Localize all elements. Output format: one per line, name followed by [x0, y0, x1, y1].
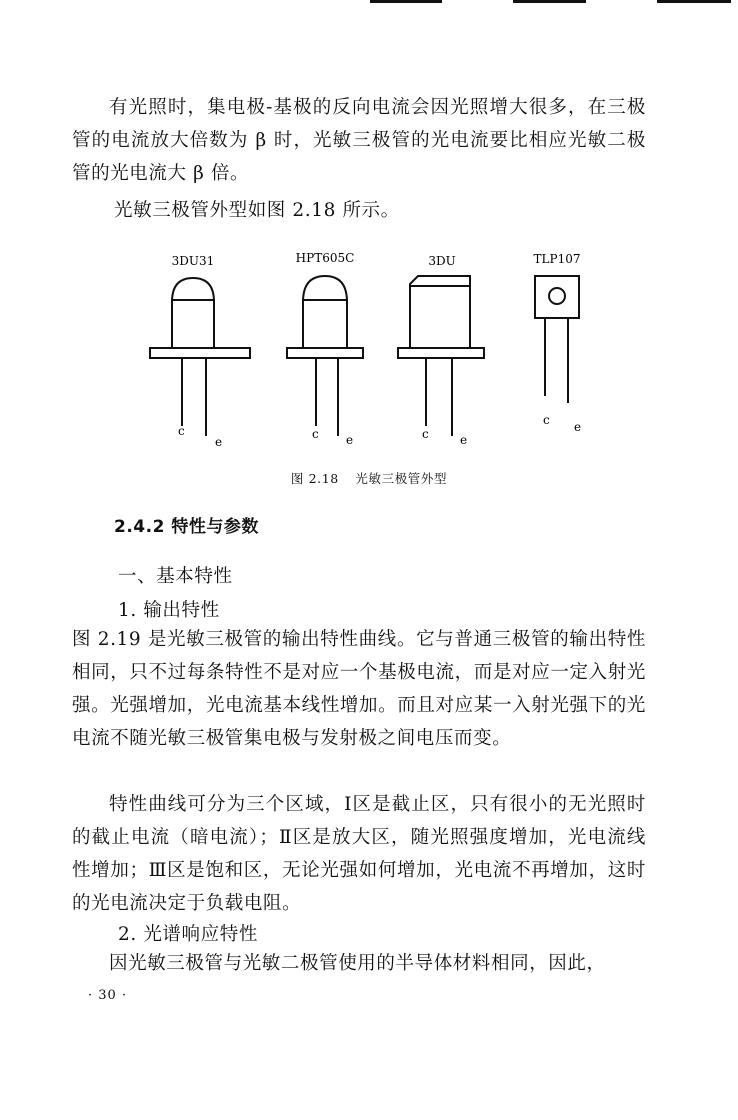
figure-caption	[0, 469, 738, 487]
pin-e-tlp107: e	[574, 420, 582, 434]
pin-c-hpt605c: c	[312, 427, 319, 441]
figure-phototransistor-outlines	[0, 238, 738, 464]
label-hpt605c: HPT605C	[295, 251, 355, 265]
paragraph-figure-ref: 光敏三极管外型如图 2.18 所示。	[114, 200, 400, 221]
label-tlp107: TLP107	[533, 252, 581, 266]
case-hpt605c	[303, 300, 347, 348]
flange-3du31	[150, 348, 250, 358]
section-heading: 2.4.2 特性与参数	[114, 517, 259, 537]
flange-hpt605c	[287, 348, 363, 358]
subheading-output-characteristics: 1. 输出特性	[118, 600, 220, 621]
pin-e-3du: e	[460, 433, 468, 447]
subheading-spectral-response: 2. 光谱响应特性	[118, 924, 258, 945]
top-rule-2	[513, 0, 586, 3]
lens-dome-hpt605c	[303, 276, 347, 302]
phototransistor-drawing	[0, 238, 738, 460]
paragraph-spectral: 因光敏三极管与光敏二极管使用的半导体材料相同，因此，	[109, 953, 606, 974]
label-3du: 3DU	[428, 254, 456, 268]
page-number: · 30 ·	[88, 988, 128, 1003]
paragraph-three-regions: 特性曲线可分为三个区域，Ⅰ区是截止区，只有很小的无光照时的截止电流（暗电流）；Ⅱ区是放大区，随光照强度增加，光电流线性增加；Ⅲ区是饱和区，无论光强如何增加，光电流不再增加，这时的光电流决定于负载电阻。	[72, 794, 646, 914]
label-3du31: 3DU31	[171, 254, 215, 268]
caption-text: 光敏三极管外型	[355, 471, 448, 486]
flange-3du	[398, 348, 484, 358]
pin-c-3du31: c	[178, 424, 185, 438]
case-tlp107	[535, 276, 579, 318]
pin-e-hpt605c: e	[346, 433, 354, 447]
lens-dome-3du31	[172, 278, 214, 302]
window-tlp107	[549, 288, 565, 304]
subheading-basic-characteristics: 一、基本特性	[118, 566, 233, 587]
pin-c-3du: c	[422, 427, 429, 441]
top-rule-3	[657, 0, 731, 3]
case-3du31	[172, 300, 214, 348]
pin-c-tlp107: c	[543, 413, 550, 427]
top-rule-1	[370, 0, 442, 3]
paragraph-output-curve: 图 2.19 是光敏三极管的输出特性曲线。它与普通三极管的输出特性相同，只不过每条特性不是对应一个基极电流，而是对应一定入射光强。光强增加，光电流基本线性增加。而且对应某一入射光强下的光电流不随光敏三极管集电极与发射极之间电压而变。	[72, 629, 646, 749]
caption-number: 图 2.18	[290, 471, 339, 486]
paragraph-photo-current: 有光照时，集电极-基极的反向电流会因光照增大很多，在三极管的电流放大倍数为 β 时，光敏三极管的光电流要比相应光敏二极管的光电流大 β 倍。	[72, 97, 646, 184]
pin-e-3du31: e	[215, 435, 223, 449]
